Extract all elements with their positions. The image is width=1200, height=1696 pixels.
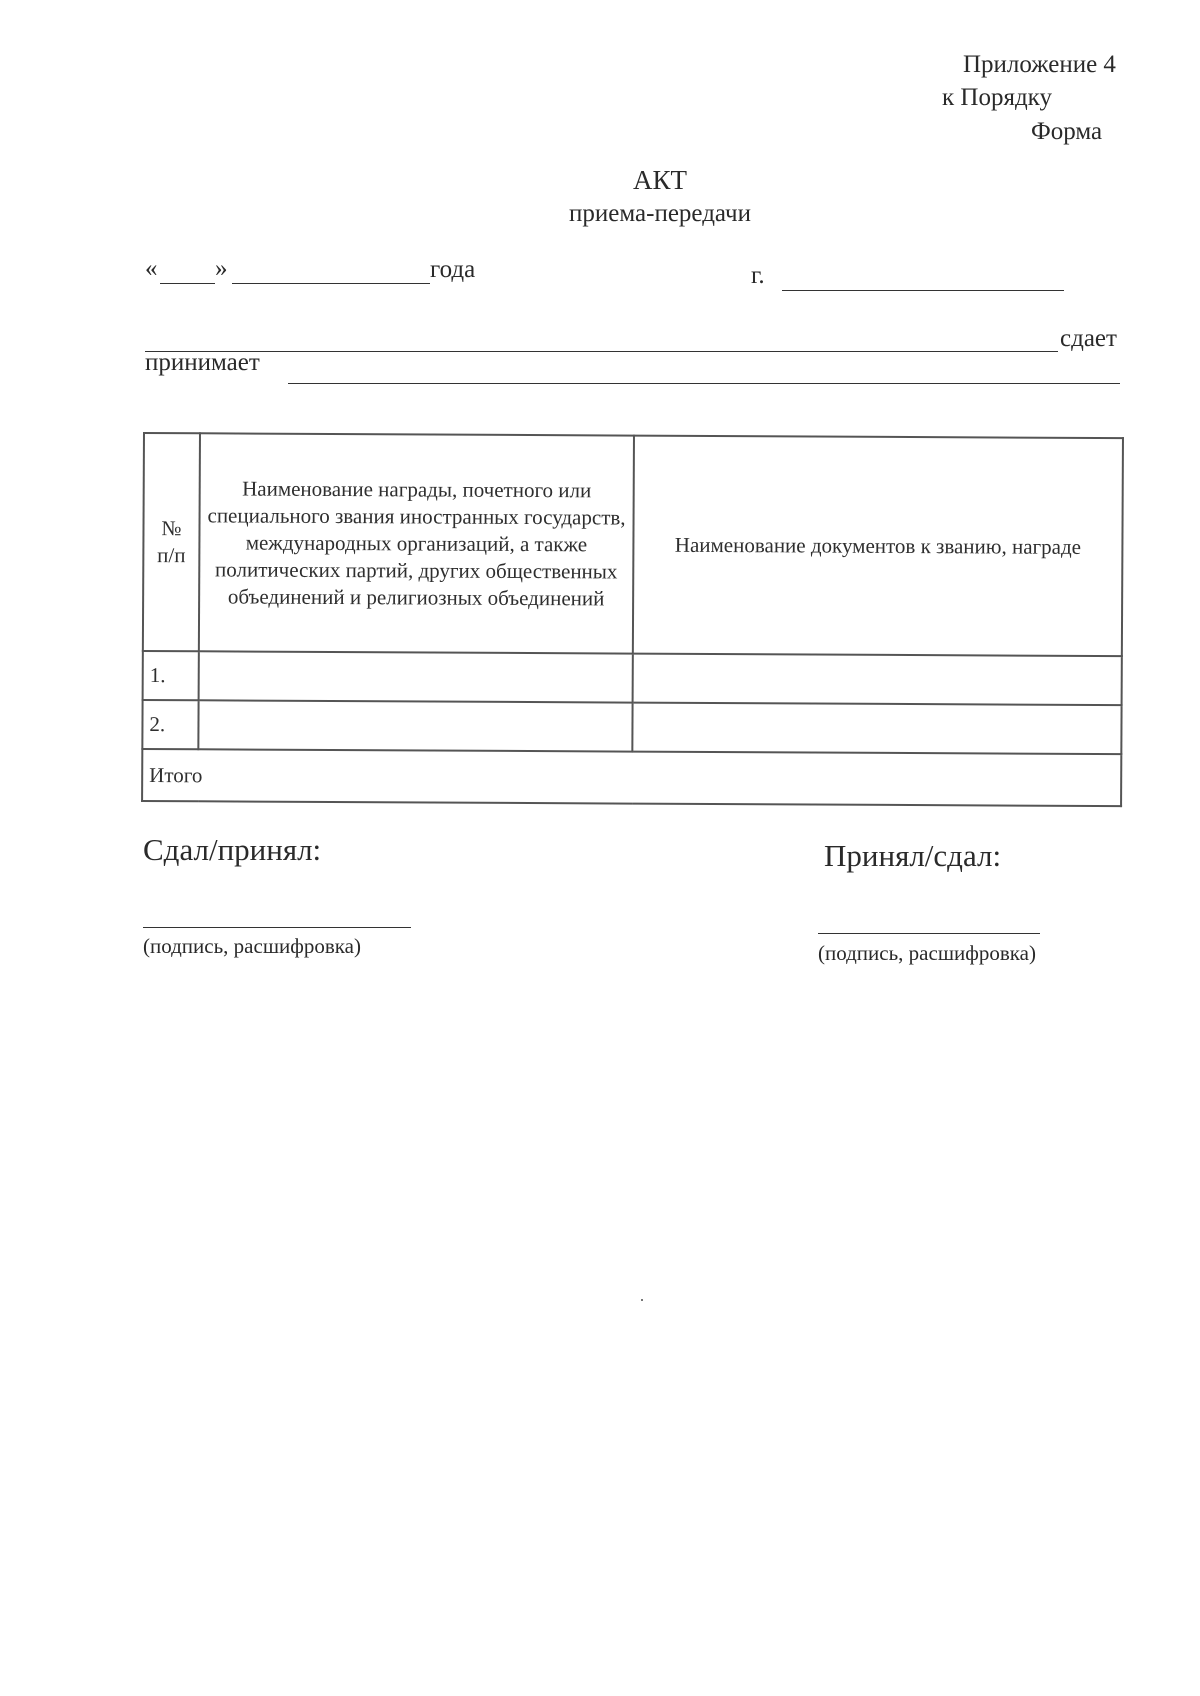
total-row: [142, 749, 1121, 806]
date-month-field[interactable]: [232, 283, 430, 284]
sender-label: сдает: [1060, 325, 1117, 352]
award-name-cell[interactable]: [198, 700, 632, 751]
appendix-number: Приложение 4: [963, 51, 1116, 78]
right-signature-caption: (подпись, расшифровка): [818, 941, 1036, 965]
appendix-reference: к Порядку: [942, 84, 1052, 111]
document-subtitle: приема-передачи: [569, 200, 751, 227]
right-signature-line[interactable]: [818, 933, 1040, 934]
row-number-cell: 1.: [143, 651, 199, 700]
row-number-cell: 2.: [142, 700, 198, 749]
column-header-number: [143, 433, 200, 651]
document-title: АКТ: [633, 165, 687, 195]
receiver-label: принимает: [145, 349, 260, 376]
total-label: Итого: [149, 762, 203, 787]
award-name-cell[interactable]: [199, 651, 633, 702]
table-row: [142, 700, 1121, 754]
sender-field[interactable]: [145, 351, 1058, 352]
receiver-field[interactable]: [288, 383, 1120, 384]
left-signature-caption: (подпись, расшифровка): [143, 934, 361, 958]
column-header-award-name: [199, 433, 634, 653]
column-header-number-label: № п/п: [157, 516, 186, 568]
date-day-field[interactable]: [160, 283, 215, 284]
column-header-documents: [633, 436, 1123, 657]
left-signature-heading: Сдал/принял:: [143, 832, 322, 867]
city-field[interactable]: [782, 290, 1064, 291]
column-header-documents-label: Наименование документов к званию, награде: [674, 532, 1082, 559]
date-close-quote: »: [215, 255, 228, 282]
scan-speck: [641, 1299, 643, 1301]
year-label: года: [430, 256, 476, 283]
transfer-table: [141, 432, 1124, 807]
left-signature-line[interactable]: [143, 927, 411, 928]
total-cell: [142, 749, 1121, 806]
city-label: г.: [751, 262, 765, 289]
documents-cell[interactable]: [633, 654, 1122, 706]
form-label: Форма: [1031, 118, 1103, 145]
column-header-award-name-label: Наименование награды, почетного или специального звания иностранных государств, международных организаций, а также политических партий, других общественных объединений и религиозных объединений: [207, 476, 626, 610]
right-signature-heading: Принял/сдал:: [824, 838, 1002, 873]
date-open-quote: «: [145, 255, 158, 282]
table-header-row: [143, 433, 1123, 656]
table-row: [143, 651, 1122, 705]
documents-cell[interactable]: [632, 703, 1121, 755]
